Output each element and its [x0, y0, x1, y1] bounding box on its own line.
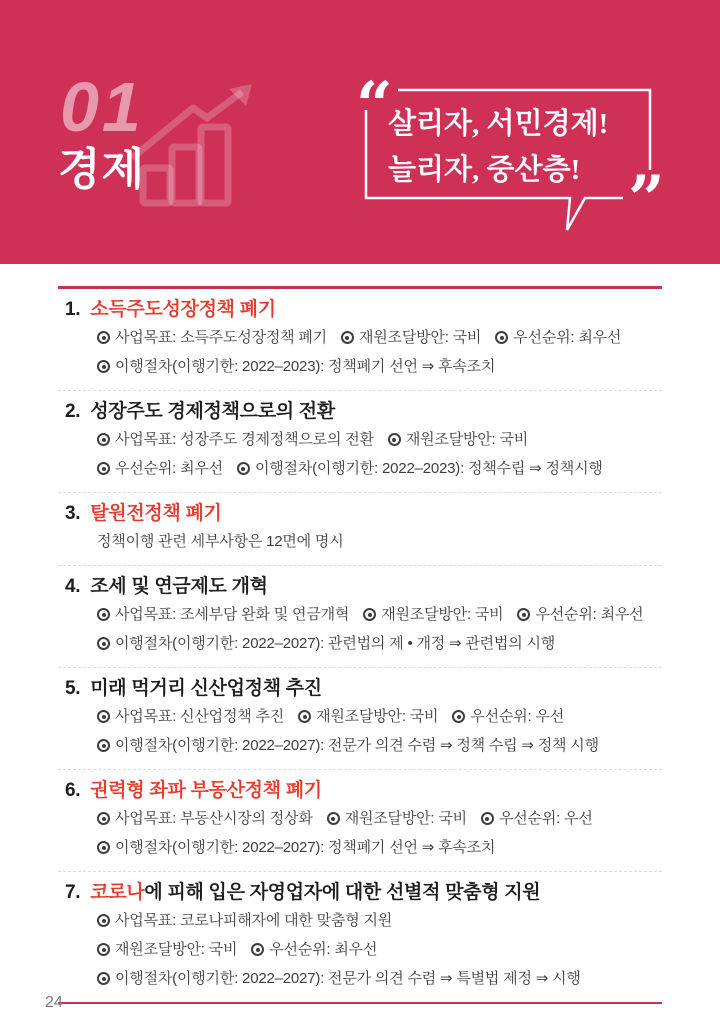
detail-segment: [97, 329, 327, 346]
detail-text: 이행절차(이행기한: 2022–2027): 전문가 의견 수렴 ⇒ 특별법 제정 ⇒ 시행: [115, 970, 581, 987]
detail-text: 이행절차(이행기한: 2022–2027): 전문가 의견 수렴 ⇒ 정책 수립 ⇒ 정책 시행: [115, 737, 599, 754]
detail-segment: [97, 941, 237, 958]
detail-line: [58, 935, 662, 964]
detail-text: 재원조달방안: 국비: [381, 606, 504, 623]
detail-line: [58, 702, 662, 731]
page-number: 24: [45, 994, 63, 1011]
fisheye-bullet-icon: [517, 608, 530, 621]
item-title-segment: 탈원전정책 폐기: [90, 503, 222, 524]
policy-item: [58, 668, 662, 770]
fisheye-bullet-icon: [341, 331, 354, 344]
detail-text: 재원조달방안: 국비: [358, 329, 482, 346]
item-title-segment: 조세 및 연금제도 개혁: [90, 576, 268, 597]
fisheye-bullet-icon: [388, 433, 401, 446]
detail-line: [58, 323, 662, 352]
detail-line: [58, 731, 662, 760]
detail-segment: [97, 737, 599, 754]
policy-item: [58, 566, 662, 668]
policy-item: [58, 391, 662, 493]
detail-segment: [97, 970, 581, 987]
detail-line: [58, 964, 662, 993]
fisheye-bullet-icon: [327, 812, 340, 825]
item-title-segment: 코로나: [90, 882, 145, 903]
fisheye-bullet-icon: [452, 710, 465, 723]
detail-text: 사업목표: 성장주도 경제정책으로의 전환: [115, 431, 374, 448]
policy-item: [58, 289, 662, 391]
policy-item-title: [58, 297, 662, 322]
detail-segment: [97, 810, 313, 827]
item-title-segment: 미래 먹거리 신산업정책 추진: [90, 678, 322, 699]
detail-segment: [97, 839, 495, 856]
policy-item: [58, 872, 662, 1002]
fisheye-bullet-icon: [237, 462, 250, 475]
item-title-segment: 에 피해 입은 자영업자에 대한 선별적 맞춤형 지원: [144, 882, 541, 903]
policy-item-title: [58, 778, 662, 803]
open-quote-icon: “: [356, 68, 393, 143]
fisheye-bullet-icon: [363, 608, 376, 621]
detail-segment: [481, 810, 593, 827]
detail-segment: [97, 912, 392, 929]
bar-chart-growth-icon: [130, 82, 262, 208]
fisheye-bullet-icon: [97, 433, 110, 446]
item-title-segment: 소득주도성장정책 폐기: [90, 299, 276, 320]
detail-line: [58, 629, 662, 658]
detail-segment: [97, 431, 374, 448]
detail-line: [58, 804, 662, 833]
item-details: [58, 323, 662, 381]
item-details: [58, 425, 662, 483]
detail-line: [58, 454, 662, 483]
detail-line: [58, 425, 662, 454]
item-number: 6.: [65, 780, 81, 801]
policy-item-title: [58, 676, 662, 701]
fisheye-bullet-icon: [97, 608, 110, 621]
item-number: 7.: [65, 882, 81, 903]
detail-text: 재원조달방안: 국비: [316, 708, 439, 725]
item-number: 5.: [65, 678, 81, 699]
detail-segment: [97, 358, 495, 375]
item-number: 3.: [65, 503, 81, 524]
fisheye-bullet-icon: [97, 972, 110, 985]
detail-text: 사업목표: 부동산시장의 정상화: [115, 810, 313, 827]
fisheye-bullet-icon: [97, 331, 110, 344]
detail-segment: [452, 708, 564, 725]
detail-text: 이행절차(이행기한: 2022–2023): 정책폐기 선언 ⇒ 후속조치: [115, 358, 496, 375]
item-title-segment: 권력형 좌파 부동산정책 폐기: [90, 780, 322, 801]
policy-item-title: [58, 574, 662, 599]
detail-segment: [97, 460, 223, 477]
policy-list: [58, 289, 662, 1002]
chapter-number: 01: [60, 68, 144, 146]
fisheye-bullet-icon: [97, 914, 110, 927]
slogan-line-2: 늘리자, 중산층!: [388, 154, 581, 186]
detail-segment: [237, 460, 603, 477]
detail-segment: [327, 810, 467, 827]
detail-line: [58, 906, 662, 935]
detail-text: 우선순위: 최우선: [269, 941, 378, 958]
detail-text: 사업목표: 신산업정책 추진: [115, 708, 285, 725]
fisheye-bullet-icon: [481, 812, 494, 825]
item-details: [58, 906, 662, 993]
detail-segment: [388, 431, 528, 448]
detail-text: 재원조달방안: 국비: [344, 810, 467, 827]
fisheye-bullet-icon: [97, 841, 110, 854]
detail-text: 우선순위: 우선: [498, 810, 593, 827]
detail-segment: [97, 635, 555, 652]
detail-segment: [363, 606, 503, 623]
chapter-header: [0, 0, 720, 264]
policy-item-title: [58, 501, 662, 526]
detail-segment: [517, 606, 643, 623]
fisheye-bullet-icon: [97, 637, 110, 650]
fisheye-bullet-icon: [97, 462, 110, 475]
item-number: 1.: [65, 299, 81, 320]
policy-list-section: [58, 286, 662, 1004]
item-details: [58, 702, 662, 760]
policy-item: [58, 493, 662, 566]
detail-text: 사업목표: 조세부담 완화 및 연금개혁: [115, 606, 350, 623]
fisheye-bullet-icon: [97, 943, 110, 956]
detail-line: [58, 527, 662, 556]
detail-segment: [97, 606, 349, 623]
detail-text: 우선순위: 최우선: [513, 329, 622, 346]
item-details: [58, 527, 662, 556]
bottom-rule: [58, 1002, 662, 1004]
detail-segment: [495, 329, 621, 346]
fisheye-bullet-icon: [298, 710, 311, 723]
detail-text: 재원조달방안: 국비: [115, 941, 238, 958]
detail-text: 우선순위: 최우선: [535, 606, 644, 623]
chapter-title: 경제: [58, 145, 146, 194]
fisheye-bullet-icon: [97, 739, 110, 752]
item-details: [58, 600, 662, 658]
slogan-line-1: 살리자, 서민경제!: [388, 108, 609, 140]
detail-line: [58, 352, 662, 381]
fisheye-bullet-icon: [251, 943, 264, 956]
detail-segment: [251, 941, 377, 958]
fisheye-bullet-icon: [97, 360, 110, 373]
detail-text: 재원조달방안: 국비: [405, 431, 529, 448]
fisheye-bullet-icon: [495, 331, 508, 344]
fisheye-bullet-icon: [97, 710, 110, 723]
item-number: 2.: [65, 401, 81, 422]
detail-text: 이행절차(이행기한: 2022–2027): 정책폐기 선언 ⇒ 후속조치: [115, 839, 496, 856]
detail-text: 우선순위: 우선: [470, 708, 565, 725]
detail-text: 이행절차(이행기한: 2022–2027): 관련법의 제 • 개정 ⇒ 관련법의 시행: [115, 635, 556, 652]
policy-item: [58, 770, 662, 872]
item-number: 4.: [65, 576, 81, 597]
detail-text: 사업목표: 소득주도성장정책 폐기: [115, 329, 327, 346]
detail-segment: [97, 533, 344, 550]
detail-segment: [97, 708, 284, 725]
slogan: [388, 101, 648, 193]
detail-text: 이행절차(이행기한: 2022–2023): 정책수립 ⇒ 정책시행: [254, 460, 603, 477]
policy-item-title: [58, 880, 662, 905]
detail-text: 사업목표: 코로나피해자에 대한 맞춤형 지원: [115, 912, 393, 929]
detail-segment: [341, 329, 481, 346]
fisheye-bullet-icon: [97, 812, 110, 825]
detail-segment: [298, 708, 438, 725]
close-quote-icon: ”: [628, 162, 665, 237]
detail-line: [58, 833, 662, 862]
item-title-segment: 성장주도 경제정책으로의 전환: [90, 401, 335, 422]
policy-item-title: [58, 399, 662, 424]
detail-line: [58, 600, 662, 629]
detail-text: 우선순위: 최우선: [115, 460, 223, 477]
item-details: [58, 804, 662, 862]
detail-text: 정책이행 관련 세부사항은 12면에 명시: [97, 533, 344, 550]
